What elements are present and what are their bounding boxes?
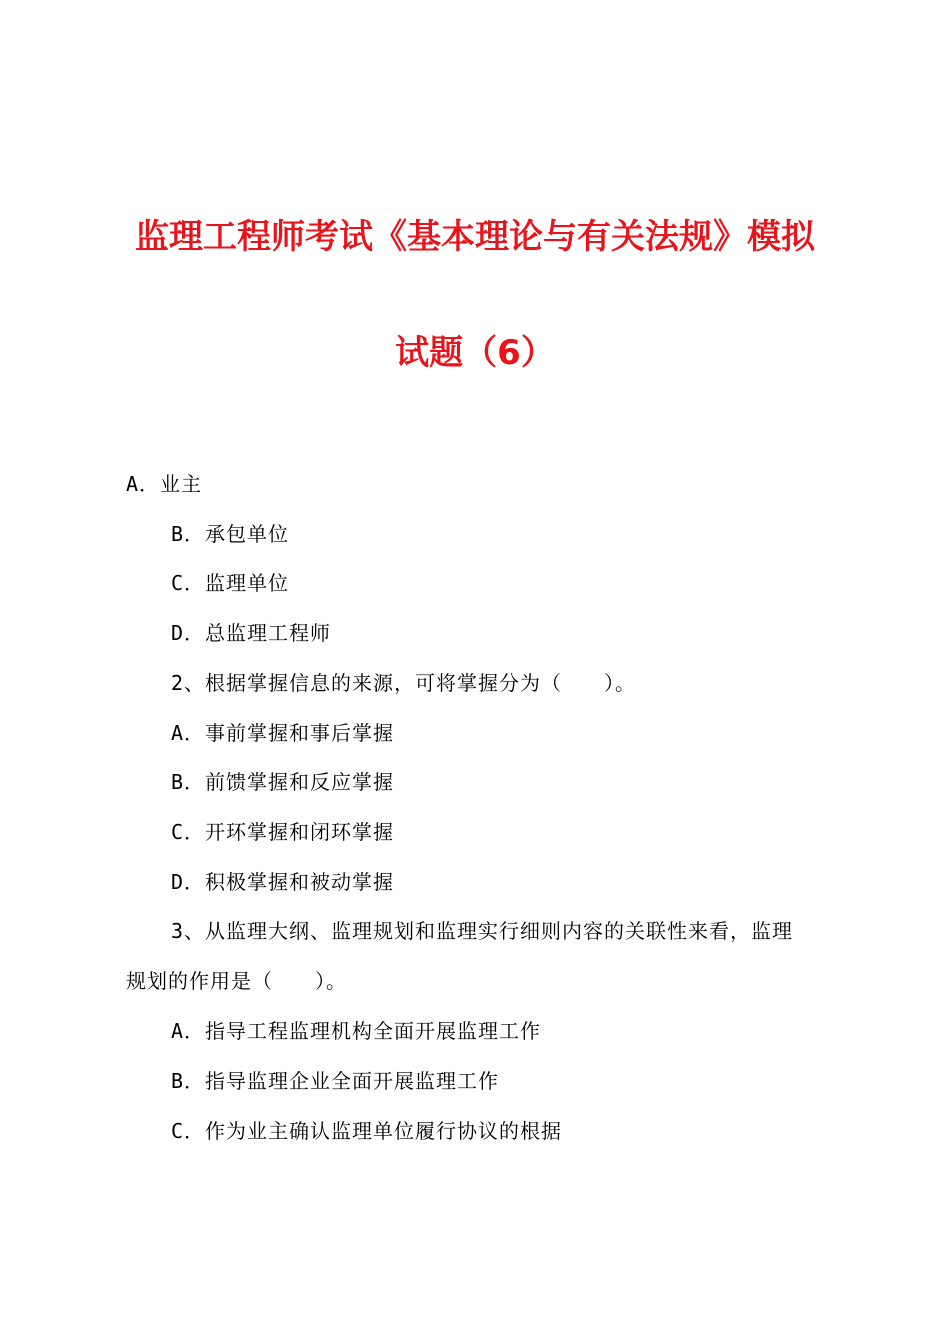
question-2-option-d: D．积极掌握和被动掌握 bbox=[171, 870, 395, 894]
question-3-line-2: 规划的作用是（ ）。 bbox=[126, 969, 347, 993]
question-3-option-c: C．作为业主确认监理单位履行协议的根据 bbox=[171, 1119, 563, 1143]
question-3-option-b: B．指导监理企业全面开展监理工作 bbox=[171, 1069, 500, 1093]
question-2-option-c: C．开环掌握和闭环掌握 bbox=[171, 820, 395, 844]
question-2-option-a: A．事前掌握和事后掌握 bbox=[171, 721, 395, 745]
document-title-line-2: 试题（6） bbox=[395, 333, 555, 373]
question-2-option-b: B．前馈掌握和反应掌握 bbox=[171, 770, 395, 794]
option-b-line: B．承包单位 bbox=[171, 522, 290, 546]
option-c-line: C．监理单位 bbox=[171, 571, 290, 595]
question-3-option-a: A．指导工程监理机构全面开展监理工作 bbox=[171, 1019, 542, 1043]
option-a-line: A．业主 bbox=[126, 472, 203, 496]
question-3-line-1: 3、从监理大纲、监理规划和监理实行细则内容的关联性来看，监理 bbox=[171, 919, 794, 943]
option-d-line: D．总监理工程师 bbox=[171, 621, 332, 645]
document-title-line-1: 监理工程师考试《基本理论与有关法规》模拟 bbox=[135, 217, 815, 257]
question-2-line: 2、根据掌握信息的来源，可将掌握分为（ ）。 bbox=[171, 671, 637, 695]
